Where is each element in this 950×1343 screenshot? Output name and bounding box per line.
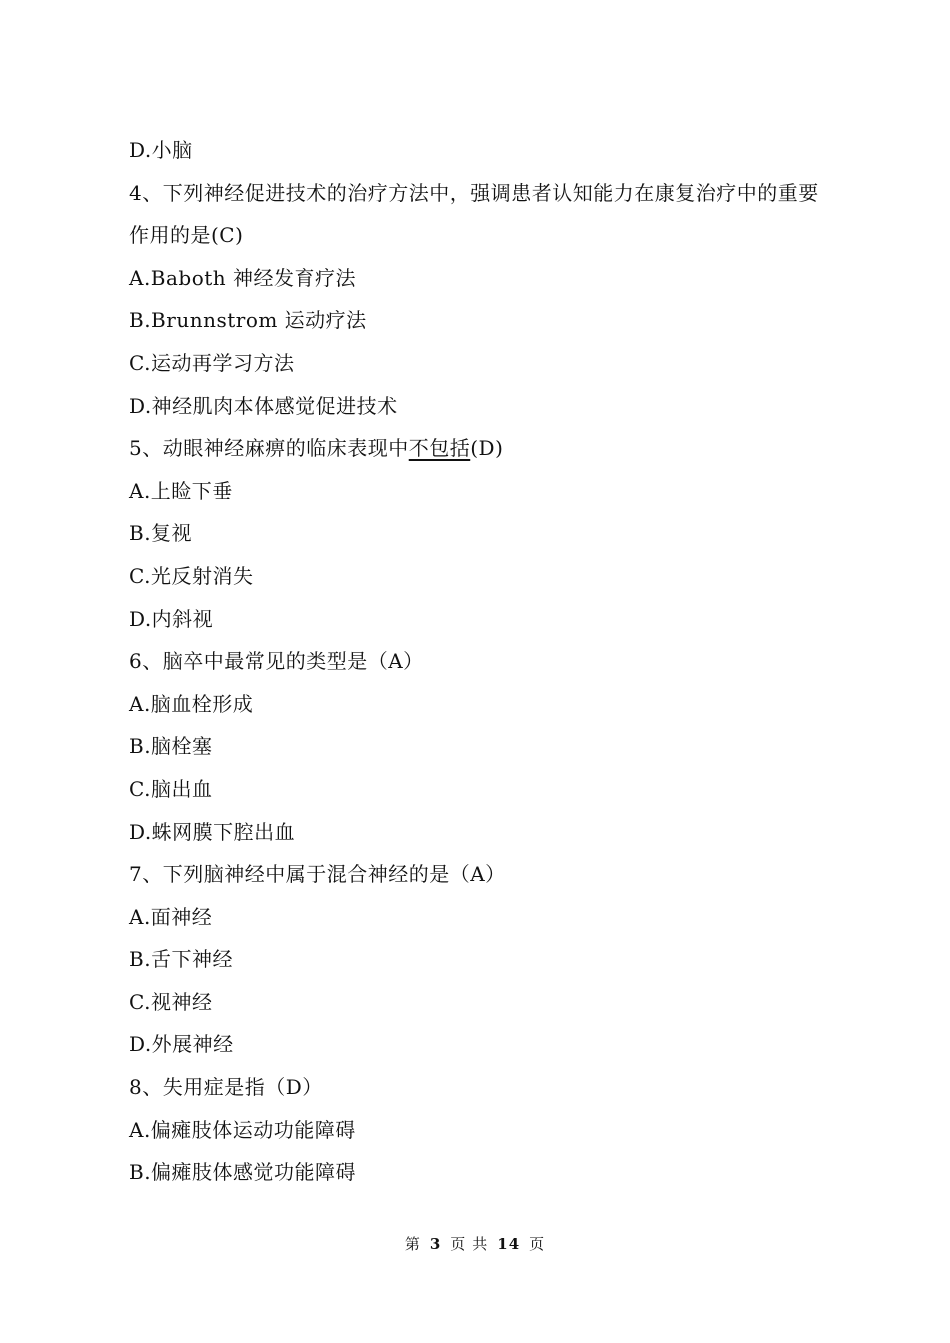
option-line: A.偏瘫肢体运动功能障碍	[129, 1117, 356, 1142]
footer-total-word: 共	[472, 1235, 489, 1253]
question-line	[129, 427, 829, 470]
option-line: D.外展神经	[129, 1032, 234, 1057]
question-text: 5、动眼神经麻痹的临床表现中	[129, 436, 409, 461]
underlined-keyword: 不包括	[408, 436, 471, 461]
question-line: 8、失用症是指（D）	[129, 1075, 323, 1100]
page-footer	[0, 1233, 950, 1254]
option-line: B.复视	[129, 521, 193, 546]
option-line: A.面神经	[129, 904, 213, 929]
question-line: 7、下列脑神经中属于混合神经的是（A）	[129, 862, 506, 887]
option-line: D.内斜视	[129, 606, 214, 631]
option-line: C.脑出血	[129, 776, 213, 801]
option-line: C.视神经	[129, 989, 213, 1014]
option-line: A.Baboth 神经发育疗法	[129, 265, 357, 290]
footer-page-word: 页	[450, 1235, 467, 1253]
option-line: B.Brunnstrom 运动疗法	[129, 308, 367, 333]
option-line: D.小脑	[129, 138, 193, 162]
option-line: D.神经肌肉本体感觉促进技术	[129, 393, 398, 418]
footer-suffix: 页	[529, 1235, 546, 1253]
option-line: C.光反射消失	[129, 563, 254, 588]
option-line: B.脑栓塞	[129, 734, 213, 759]
footer-prefix: 第	[404, 1235, 421, 1253]
question-line: 4、下列神经促进技术的治疗方法中，强调患者认知能力在康复治疗中的重要作用的是(C)	[129, 180, 819, 248]
option-line: A.上睑下垂	[129, 478, 233, 503]
option-line: A.脑血栓形成	[129, 691, 254, 716]
question-list	[129, 129, 829, 1194]
option-line: D.蛛网膜下腔出血	[129, 819, 296, 844]
current-page-number: 3	[429, 1235, 442, 1253]
answer-mark: (D)	[470, 436, 504, 461]
option-line: B.舌下神经	[129, 947, 234, 972]
option-line: B.偏瘫肢体感觉功能障碍	[129, 1160, 357, 1185]
option-line: C.运动再学习方法	[129, 350, 295, 375]
total-page-count: 14	[497, 1235, 521, 1253]
question-line: 6、脑卒中最常见的类型是（A）	[129, 649, 424, 674]
